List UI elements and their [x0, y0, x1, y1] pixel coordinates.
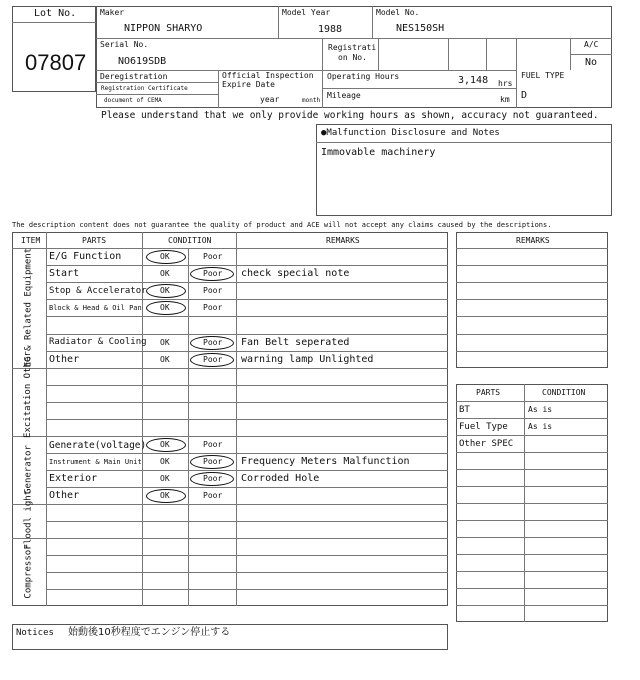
row-remark: Frequency Meters Malfunction: [241, 456, 410, 467]
ac-value: No: [585, 57, 598, 68]
section-eg: EG & Related Equipment: [23, 247, 34, 368]
inspection-label-1: Official Inspection: [222, 71, 314, 80]
section-excitation: Excitation Other: [23, 351, 34, 438]
row-ok: OK: [160, 252, 170, 261]
row-poor: Poor: [203, 457, 223, 466]
disclaimer-description: The description content does not guarantee the quality of product and ACE will not accept any claims caused by the descriptions.: [12, 221, 552, 229]
row-part: Generate(voltage): [49, 440, 147, 451]
month-label: month: [302, 97, 321, 104]
right-condition-header: CONDITION: [542, 388, 586, 397]
maker-label: Maker: [100, 8, 125, 17]
header-item: ITEM: [21, 236, 41, 245]
disclaimer-hours: Please understand that we only provide working hours as shown, accuracy not guaranteed.: [101, 110, 599, 121]
row-part: Other: [49, 490, 80, 501]
notices-text: 始動後10秒程度でエンジン停止する: [68, 627, 231, 638]
header-condition: CONDITION: [168, 236, 212, 245]
year-label: year: [260, 95, 280, 104]
lot-label: Lot No.: [34, 8, 77, 19]
right-remarks-header: REMARKS: [516, 236, 550, 245]
hrs-label: hrs: [498, 79, 513, 88]
mileage-label: Mileage: [327, 91, 361, 100]
row-ok: OK: [160, 474, 170, 483]
model-no-label: Model No.: [376, 8, 420, 17]
km-label: km: [500, 95, 510, 104]
row-remark: check special note: [241, 268, 350, 279]
row-remark: Fan Belt seperated: [241, 337, 350, 348]
right-row-condition: As is: [528, 405, 553, 414]
row-ok: OK: [160, 286, 170, 295]
row-ok: OK: [160, 491, 170, 500]
op-hours-label: Operating Hours: [327, 72, 400, 81]
registration-label-2: on No.: [338, 53, 367, 62]
maker-value: NIPPON SHARYO: [124, 23, 203, 34]
lot-number: 07807: [25, 50, 87, 75]
row-poor: Poor: [203, 252, 223, 261]
row-ok: OK: [160, 457, 170, 466]
malfunction-title: ●Malfunction Disclosure and Notes: [321, 128, 500, 138]
row-part: E/G Function: [49, 251, 122, 262]
registration-label-1: Registrati: [328, 43, 377, 52]
right-row-part: BT: [459, 405, 470, 415]
reg-cert-label: Registration Certificate: [101, 85, 188, 92]
cema-label: document of CEMA: [104, 97, 162, 104]
serial-value: NO619SDB: [118, 56, 167, 67]
row-ok: OK: [160, 440, 170, 449]
right-row-condition: As is: [528, 422, 553, 431]
right-row-part: Other SPEC: [459, 439, 514, 449]
row-part: Stop & Accelerator: [49, 286, 147, 296]
malfunction-text: Immovable machinery: [321, 147, 436, 158]
row-part: Block & Head & Oil Pan: [49, 304, 142, 312]
row-poor: Poor: [203, 491, 223, 500]
row-remark: Corroded Hole: [241, 473, 320, 484]
row-part: Exterior: [49, 473, 98, 484]
model-year-label: Model Year: [282, 8, 331, 17]
deregistration-label: Deregistration: [100, 72, 168, 81]
row-poor: Poor: [203, 355, 223, 364]
model-year-value: 1988: [318, 24, 343, 35]
row-poor: Poor: [203, 269, 223, 278]
row-ok: OK: [160, 303, 170, 312]
row-remark: warning lamp Unlighted: [241, 354, 374, 365]
section-compressor: Compressor: [23, 544, 34, 599]
row-part: Start: [49, 268, 80, 279]
header-parts: PARTS: [82, 236, 107, 245]
fuel-type-value: D: [521, 90, 528, 101]
row-ok: OK: [160, 338, 170, 347]
notices-label: Notices: [16, 628, 54, 638]
row-poor: Poor: [203, 303, 223, 312]
row-part: Other: [49, 354, 80, 365]
row-poor: Poor: [203, 338, 223, 347]
fuel-type-label: FUEL TYPE: [521, 71, 565, 80]
row-part: Radiator & Cooling: [49, 337, 147, 347]
right-row-part: Fuel Type: [459, 422, 508, 432]
ac-label: A/C: [584, 40, 599, 49]
section-generator: Generator: [23, 445, 34, 494]
row-part: Instrument & Main Unit: [49, 458, 142, 466]
model-no-value: NES150SH: [396, 23, 445, 34]
section-floodlight: Floodl ight: [23, 489, 34, 550]
row-ok: OK: [160, 355, 170, 364]
row-poor: Poor: [203, 474, 223, 483]
op-hours-value: 3,148: [458, 75, 489, 86]
inspection-label-2: Expire Date: [222, 80, 275, 89]
serial-label: Serial No.: [100, 40, 149, 49]
right-parts-header: PARTS: [476, 388, 501, 397]
row-poor: Poor: [203, 440, 223, 449]
row-poor: Poor: [203, 286, 223, 295]
header-remarks: REMARKS: [326, 236, 360, 245]
row-ok: OK: [160, 269, 170, 278]
